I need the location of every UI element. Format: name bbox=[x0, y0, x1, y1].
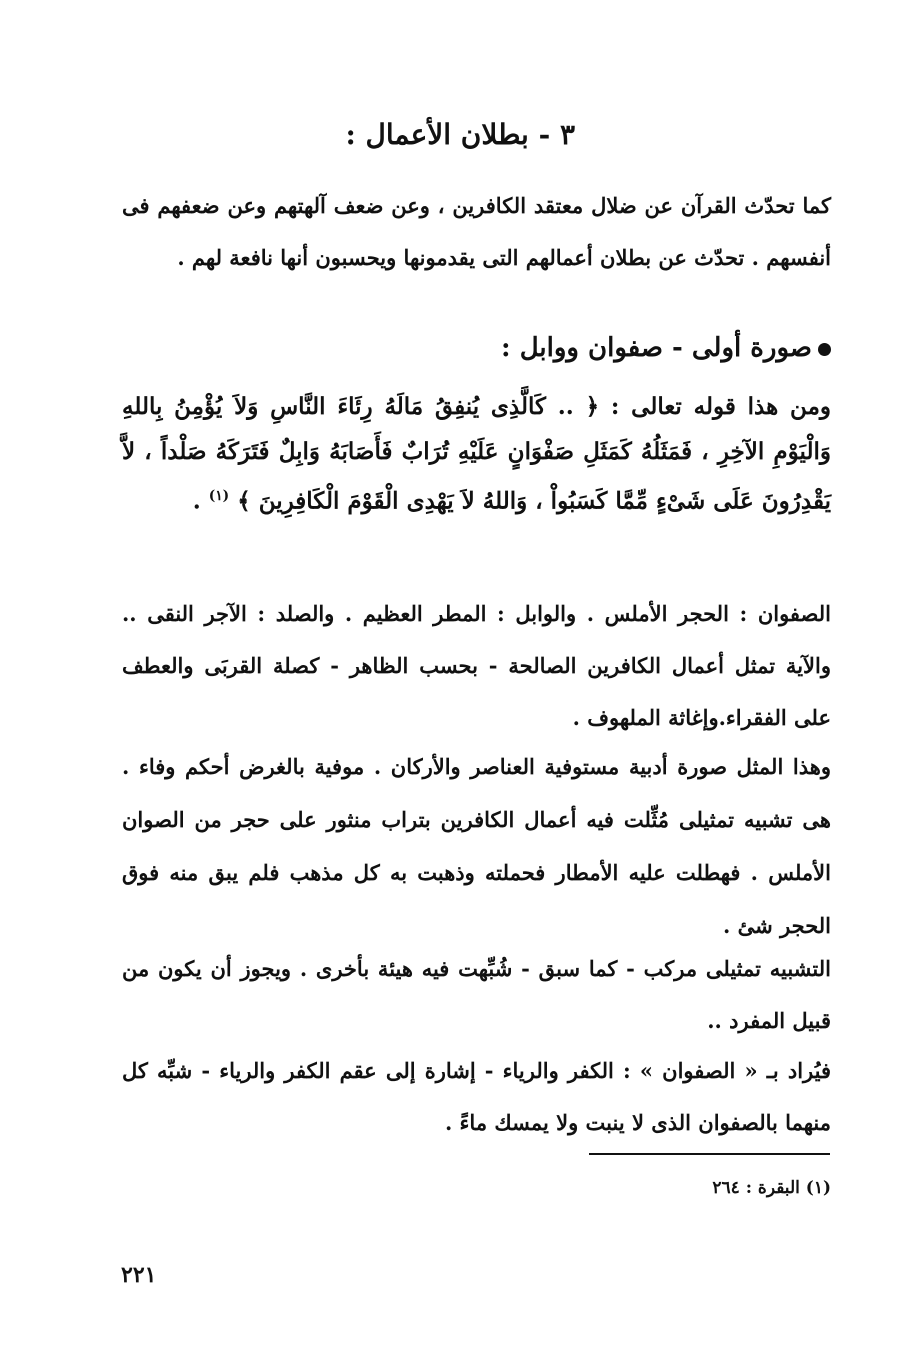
sub-heading: صورة أولى - صفوان ووابل : bbox=[501, 333, 812, 363]
page-number: ٢٢١ bbox=[121, 1262, 157, 1288]
verse-end: . bbox=[192, 487, 201, 515]
bullet-icon bbox=[818, 343, 831, 356]
footnote-reference: (١) bbox=[208, 488, 230, 504]
analysis-paragraph: وهذا المثل صورة أدبية مستوفية العناصر والأركان . موفية بالغرض أحكم وفاء . هى تشبيه تمثيلى مُثِّلت فيه أعمال الكافرين بتراب منثور على حجر من الصوان الأملس . فهطلت عليه الأمطار فحملته وذهبت به كل مذهب فلم يبق منه فوق الحجر شئ . bbox=[122, 754, 831, 938]
simile-paragraph: التشبيه تمثيلى مركب - كما سبق - شُبِّهت فيه هيئة بأخرى . ويجوز أن يكون من قبيل المفرد .. bbox=[122, 956, 831, 1033]
section-heading: ٣ - بطلان الأعمال : bbox=[345, 118, 575, 151]
footnote-divider bbox=[589, 1153, 830, 1155]
intro-paragraph: كما تحدّث القرآن عن ضلال معتقد الكافرين ، وعن ضعف آلهتهم وعن ضعفهم فى أنفسهم . تحدّث عن بطلان أعمالهم التى يقدمونها ويحسبون أنها نافعة لهم . bbox=[122, 193, 831, 270]
verse-lead: ومن هذا قوله تعالى : bbox=[610, 393, 831, 420]
sub-heading-container bbox=[501, 333, 831, 363]
quran-verse: ﴿ .. كَالَّذِى يُنفِقُ مَالَهُ رِئَاءَ النَّاسِ وَلاَ يُؤْمِنُ بِاللهِ وَالْيَوْمِ الآخِرِ ، فَمَثَلُهُ كَمَثَلِ صَفْوَانٍ عَلَيْهِ تُرَابٌ فَأَصَابَهُ وَابِلٌ فَتَرَكَهُ صَلْداً ، لاَّ يَقْدِرُونَ عَلَى شَىْءٍ مِّمَّا كَسَبُواْ ، وَاللهُ لاَ يَهْدِى الْقَوْمَ الْكَافِرِينَ ﴾ bbox=[122, 393, 831, 515]
footnote: (١) البقرة : ٢٦٤ bbox=[712, 1178, 831, 1198]
verse-paragraph bbox=[122, 384, 831, 524]
definitions-paragraph: الصفوان : الحجر الأملس . والوابل : المطر العظيم . والصلد : الآجر النقى .. والآية تمثل أعمال الكافرين الصالحة - بحسب الظاهر - كصلة القربَى والعطف على الفقراء.وإغاثة الملهوف . bbox=[122, 601, 831, 730]
meaning-paragraph: فيُراد بـ « الصفوان » : الكفر والرياء - إشارة إلى عقم الكفر والرياء - شبِّه كل منهما بالصفوان الذى لا ينبت ولا يمسك ماءً . bbox=[122, 1058, 831, 1135]
